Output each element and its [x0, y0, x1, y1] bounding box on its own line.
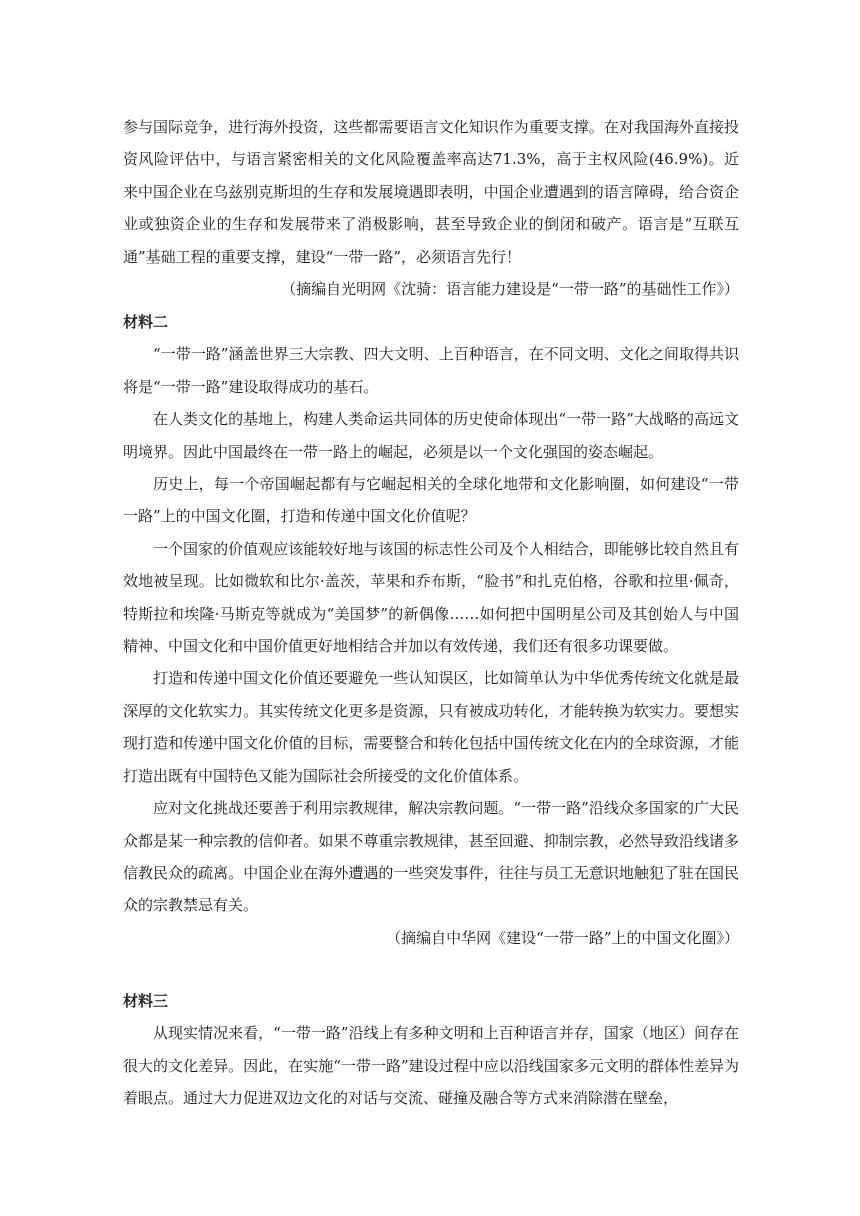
source-citation: （摘编自中华网《建设“一带一路”上的中国文化圈》）	[386, 928, 739, 947]
paragraph: 历史上，每一个帝国崛起都有与它崛起相关的全球化地带和文化影响圈，如何建设“一带一路”上的中国文化圈，打造和传递中国文化价值呢？	[123, 475, 739, 526]
section-heading: 材料三	[123, 992, 169, 1010]
paragraph: 应对文化挑战还要善于利用宗教规律，解决宗教问题。“一带一路”沿线众多国家的广大民众都是某一种宗教的信仰者。如果不尊重宗教规律，甚至回避、抑制宗教，必然导致沿线诸多信教民众的疏离。中国企业在海外遭遇的一些突发事件，往往与员工无意识地触犯了驻在国民众的宗教禁忌有关。	[123, 799, 739, 915]
paragraph: 在人类文化的基地上，构建人类命运共同体的历史使命体现出“一带一路”大战略的高远文明境界。因此中国最终在一带一路上的崛起，必须是以一个文化强国的姿态崛起。	[123, 410, 739, 461]
paragraph: 参与国际竞争，进行海外投资，这些都需要语言文化知识作为重要支撑。在对我国海外直接投资风险评估中，与语言紧密相关的文化风险覆盖率高达71.3%，高于主权风险(46.9%)。近来中国企业在乌兹别克斯坦的生存和发展境遇即表明，中国企业遭遇到的语言障碍，给合资企业或独资企业的生存和发展带来了消极影响，甚至导致企业的倒闭和破产。语言是“互联互通”基础工程的重要支撑，建设“一带一路”，必须语言先行！	[123, 118, 739, 266]
material-one-continued	[123, 111, 739, 305]
material-two	[123, 306, 739, 954]
paragraph: “一带一路”涵盖世界三大宗教、四大文明、上百种语言，在不同文明、文化之间取得共识将是“一带一路”建设取得成功的基石。	[123, 345, 739, 396]
paragraph: 从现实情况来看，“一带一路”沿线上有多种文明和上百种语言并存，国家（地区）间存在很大的文化差异。因此，在实施“一带一路”建设过程中应以沿线国家多元文明的群体性差异为着眼点。通过大力促进双边文化的对话与交流、碰撞及融合等方式来消除潜在壁垒，	[123, 1024, 739, 1108]
paragraph: 一个国家的价值观应该能较好地与该国的标志性公司及个人相结合，即能够比较自然且有效地被呈现。比如微软和比尔·盖茨，苹果和乔布斯，“脸书”和扎克伯格，谷歌和拉里·佩奇，特斯拉和埃隆·马斯克等就成为“美国梦”的新偶像……如何把中国明星公司及其创始人与中国精神、中国文化和中国价值更好地相结合并加以有效传递，我们还有很多功课要做。	[123, 539, 739, 656]
material-three	[123, 985, 739, 1115]
paragraph: 打造和传递中国文化价值还要避免一些认知误区，比如简单认为中华优秀传统文化就是最深厚的文化软实力。其实传统文化更多是资源，只有被成功转化，才能转换为软实力。要想实现打造和传递中国文化价值的目标，需要整合和转化包括中国传统文化在内的全球资源，才能打造出既有中国特色又能为国际社会所接受的文化价值体系。	[123, 669, 739, 785]
source-citation: （摘编自光明网《沈骑：语言能力建设是“一带一路”的基础性工作》）	[281, 280, 739, 299]
section-heading: 材料二	[123, 313, 169, 331]
